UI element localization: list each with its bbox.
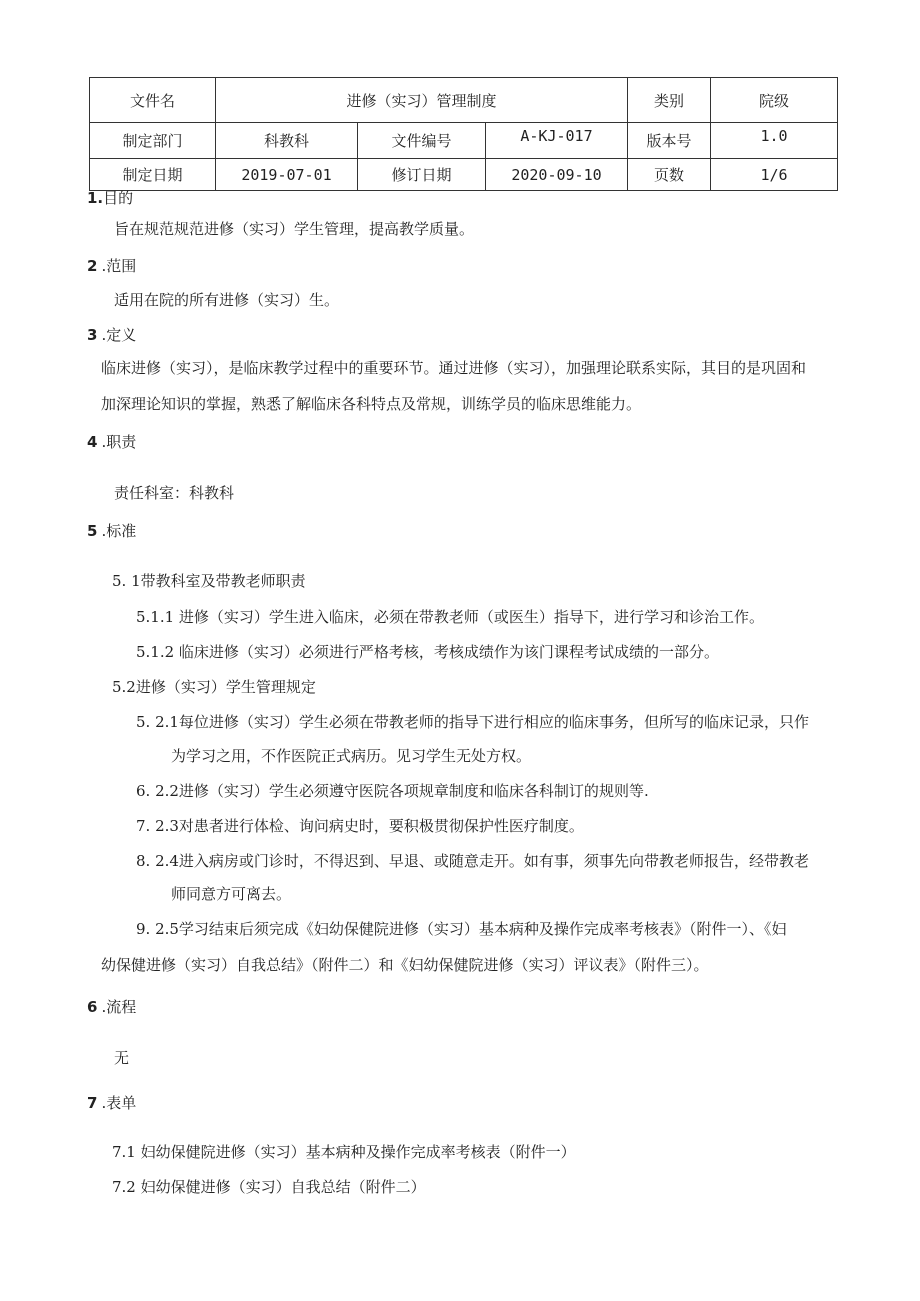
- section-2-number: 2: [87, 257, 98, 275]
- section-4-title: .职责: [101, 433, 137, 451]
- section-7-1: 7.1 妇幼保健院进修（实习）基本病种及操作完成率考核表（附件一）: [112, 1143, 576, 1161]
- file-name-label: 文件名: [90, 78, 216, 123]
- section-5-number: 5: [87, 522, 98, 540]
- section-2-title: .范围: [101, 257, 137, 275]
- section-5-2-5-line-2: 幼保健进修（实习）自我总结》（附件二）和《妇幼保健院进修（实习）评议表》（附件三）。: [101, 956, 709, 974]
- section-7-2: 7.2 妇幼保健进修（实习）自我总结（附件二）: [112, 1178, 426, 1196]
- section-5-1-2: 5.1.2 临床进修（实习）必须进行严格考核，考核成绩作为该门课程考试成绩的一部分。: [136, 643, 719, 661]
- section-2-heading: [87, 256, 136, 276]
- date-value: 2019-07-01: [216, 159, 358, 191]
- section-5-2-4-line-2: 师同意方可离去。: [171, 885, 292, 903]
- section-5-2-1-line-2: 为学习之用，不作医院正式病历。见习学生无处方权。: [171, 747, 532, 765]
- date-label: 制定日期: [90, 159, 216, 191]
- section-4-body: 责任科室：科教科: [114, 484, 235, 502]
- section-6-title: .流程: [101, 998, 137, 1016]
- section-5-heading: [87, 521, 136, 541]
- section-6-heading: [87, 997, 136, 1017]
- section-3-heading: [87, 325, 136, 345]
- category-label: 类别: [628, 78, 711, 123]
- section-3-number: 3: [87, 326, 98, 344]
- section-4-heading: [87, 432, 136, 452]
- pages-label: 页数: [628, 159, 711, 191]
- section-3-body-line-2: 加深理论知识的掌握，熟悉了解临床各科特点及常规，训练学员的临床思维能力。: [101, 395, 642, 413]
- section-5-2-2: 6. 2.2进修（实习）学生必须遵守医院各项规章制度和临床各科制订的规则等.: [136, 782, 649, 800]
- version-value: 1.0: [711, 123, 838, 159]
- section-5-2-4-line-1: 8. 2.4进入病房或门诊时，不得迟到、早退、或随意走开。如有事，须事先向带教老师报告，经带教老: [136, 852, 809, 870]
- pages-value: 1/6: [711, 159, 838, 191]
- section-3-title: .定义: [101, 326, 137, 344]
- section-2-body: 适用在院的所有进修（实习）生。: [114, 291, 340, 309]
- section-5-1-1: 5.1.1 进修（实习）学生进入临床，必须在带教老师（或医生）指导下，进行学习和诊治工作。: [136, 608, 764, 626]
- section-1-body: 旨在规范规范进修（实习）学生管理，提高教学质量。: [114, 220, 475, 238]
- section-6-number: 6: [87, 998, 98, 1016]
- section-1-title: 目的: [103, 189, 134, 207]
- section-1-heading: [87, 188, 133, 208]
- section-5-2-3: 7. 2.3对患者进行体检、询问病史时，要积极贯彻保护性医疗制度。: [136, 817, 584, 835]
- dept-label: 制定部门: [90, 123, 216, 159]
- doc-no-label: 文件编号: [358, 123, 486, 159]
- category-value: 院级: [711, 78, 838, 123]
- section-1-number: 1.: [87, 189, 104, 207]
- section-7-number: 7: [87, 1094, 98, 1112]
- section-7-heading: [87, 1093, 136, 1113]
- section-5-2-heading: 5.2进修（实习）学生管理规定: [112, 678, 316, 696]
- section-5-title: .标准: [101, 522, 137, 540]
- section-5-2-5-line-1: 9. 2.5学习结束后须完成《妇幼保健院进修（实习）基本病种及操作完成率考核表》（附件一）、《妇: [136, 920, 787, 938]
- revise-label: 修订日期: [358, 159, 486, 191]
- version-label: 版本号: [628, 123, 711, 159]
- file-name-value: 进修（实习）管理制度: [216, 78, 628, 123]
- document-header-table: [89, 77, 838, 191]
- dept-value: 科教科: [216, 123, 358, 159]
- section-5-2-1-line-1: 5. 2.1每位进修（实习）学生必须在带教老师的指导下进行相应的临床事务，但所写的临床记录，只作: [136, 713, 809, 731]
- revise-value: 2020-09-10: [486, 159, 628, 191]
- section-7-title: .表单: [101, 1094, 137, 1112]
- section-5-1-heading: 5. 1带教科室及带教老师职责: [112, 572, 306, 590]
- section-6-body: 无: [114, 1049, 130, 1067]
- doc-no-value: A-KJ-017: [486, 123, 628, 159]
- section-4-number: 4: [87, 433, 98, 451]
- section-3-body-line-1: 临床进修（实习），是临床教学过程中的重要环节。通过进修（实习），加强理论联系实际，其目的是巩固和: [101, 359, 807, 377]
